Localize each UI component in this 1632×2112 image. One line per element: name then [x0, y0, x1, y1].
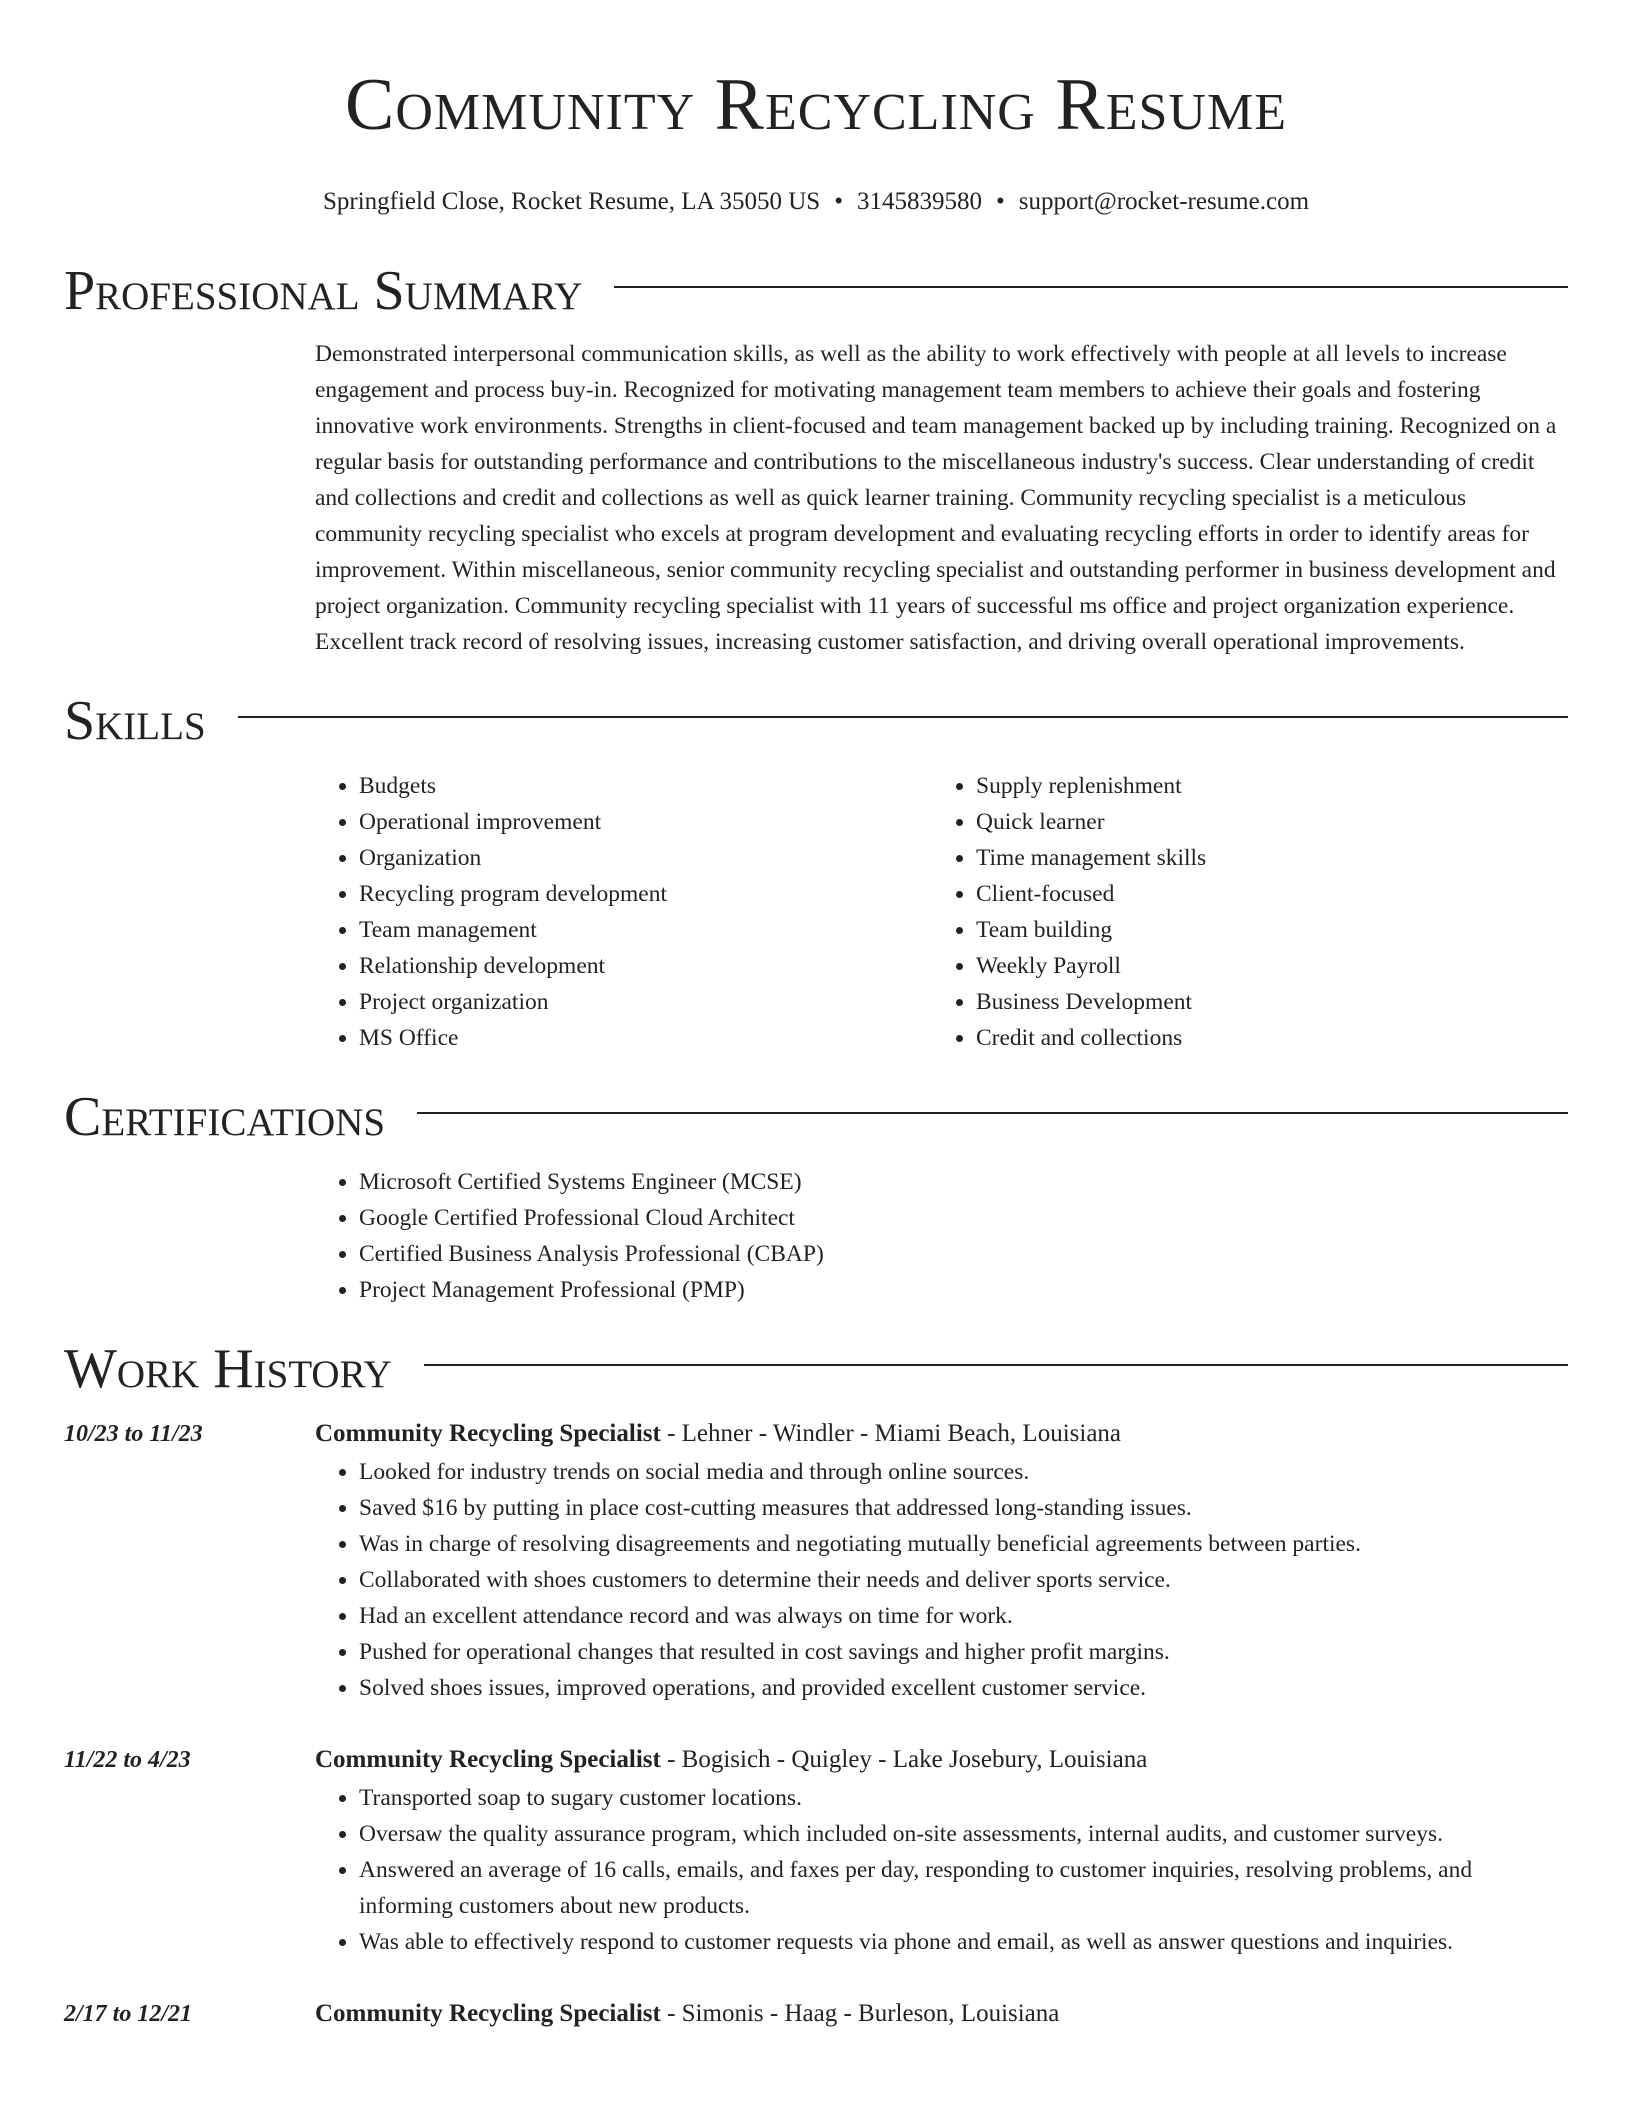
contact-separator: • — [995, 188, 1005, 215]
job-duty: • Answered an average of 16 calls, emails, and faxes per day, responding to customer inquiries, resolving problems, and informing customers about new products. — [359, 1852, 1568, 1924]
job-duty: • Solved shoes issues, improved operations, and provided excellent customer service. — [359, 1670, 1568, 1706]
skill-item: • Weekly Payroll — [976, 948, 1549, 984]
summary-section — [0, 256, 1632, 660]
skills-list-right — [932, 768, 1549, 1056]
contact-address: Springfield Close, Rocket Resume, LA 35050 US — [322, 188, 821, 215]
summary-heading: Professional Summary — [64, 260, 583, 322]
job-heading — [315, 1414, 1568, 1454]
job-dates: 2/17 to 12/21 — [64, 2001, 193, 2027]
job-duty: • Had an excellent attendance record and was always on time for work. — [359, 1598, 1568, 1634]
job-title: Community Recycling Specialist — [315, 1420, 661, 1447]
section-divider — [614, 286, 1568, 288]
contact-phone: 3145839580 — [856, 188, 982, 215]
section-divider — [424, 1364, 1568, 1366]
job-duty: • Saved $16 by putting in place cost-cutting measures that addressed long-standing issues. — [359, 1490, 1568, 1526]
skills-heading-row — [64, 686, 1568, 756]
job-details: - Bogisich - Quigley - Lake Josebury, Louisiana — [660, 1746, 1148, 1773]
skills-list-left — [315, 768, 932, 1056]
skill-item: • Supply replenishment — [976, 768, 1549, 804]
certifications-heading-row — [64, 1082, 1568, 1152]
job-body — [315, 1994, 1568, 2034]
job-body — [315, 1740, 1568, 1960]
skill-item: • MS Office — [359, 1020, 932, 1056]
skill-item: • Quick learner — [976, 804, 1549, 840]
certifications-list — [315, 1164, 1568, 1308]
job-title: Community Recycling Specialist — [315, 2000, 661, 2027]
skills-heading: Skills — [64, 690, 206, 752]
skill-item: • Time management skills — [976, 840, 1549, 876]
job-title: Community Recycling Specialist — [315, 1746, 661, 1773]
certification-item: • Certified Business Analysis Professional (CBAP) — [359, 1236, 1568, 1272]
work-history-heading-row — [64, 1334, 1568, 1404]
job-entry — [64, 1994, 1568, 2034]
summary-heading-row — [64, 256, 1568, 326]
work-history-heading: Work History — [64, 1338, 392, 1400]
job-heading — [315, 1994, 1568, 2034]
skill-item: • Team management — [359, 912, 932, 948]
job-duty: • Transported soap to sugary customer locations. — [359, 1780, 1568, 1816]
work-history-section — [0, 1334, 1632, 2034]
certifications-section — [0, 1082, 1632, 1308]
job-duty: • Looked for industry trends on social media and through online sources. — [359, 1454, 1568, 1490]
job-entry — [64, 1414, 1568, 1706]
job-duty: • Was in charge of resolving disagreements and negotiating mutually beneficial agreements between parties. — [359, 1526, 1568, 1562]
contact-separator: • — [834, 188, 843, 215]
job-details: - Simonis - Haag - Burleson, Louisiana — [660, 2000, 1060, 2027]
section-divider — [238, 716, 1568, 718]
resume-header — [0, 0, 1632, 218]
job-duty: • Was able to effectively respond to customer requests via phone and email, as well as answer questions and inquiries. — [359, 1924, 1568, 1960]
resume-title: Community Recycling Resume — [345, 64, 1287, 146]
summary-text: Demonstrated interpersonal communication skills, as well as the ability to work effectively with people at all levels to increase engagement and process buy-in. Recognized for motivating management team members to achieve their goals and fostering innovative work environments. Strengths in client-focused and team management backed up by including training. Recognized on a regular basis for outstanding performance and contributions to the miscellaneous industry's success. Clear understanding of credit and collections and credit and collections as well as quick learner training. Community recycling specialist is a meticulous community recycling specialist who excels at program development and evaluating recycling efforts in order to identify areas for improvement. Within miscellaneous, senior community recycling specialist and outstanding performer in business development and project organization. Community recycling specialist with 11 years of successful ms office and project organization experience. Excellent track record of resolving issues, increasing customer satisfaction, and driving overall operational improvements. — [315, 341, 1557, 655]
skills-column-right — [932, 768, 1549, 1056]
skill-item: • Budgets — [359, 768, 932, 804]
skill-item: • Client-focused — [976, 876, 1549, 912]
job-entry — [64, 1740, 1568, 1960]
skill-item: • Project organization — [359, 984, 932, 1020]
certification-item: • Project Management Professional (PMP) — [359, 1272, 1568, 1308]
job-details: - Lehner - Windler - Miami Beach, Louisiana — [660, 1420, 1122, 1447]
skill-item: • Credit and collections — [976, 1020, 1549, 1056]
skills-grid — [315, 768, 1568, 1056]
skill-item: • Recycling program development — [359, 876, 932, 912]
certifications-list-wrap — [315, 1164, 1568, 1308]
job-body — [315, 1414, 1568, 1706]
skills-section — [0, 686, 1632, 1056]
certifications-heading: Certifications — [64, 1086, 386, 1148]
job-heading — [315, 1740, 1568, 1780]
certification-item: • Google Certified Professional Cloud Architect — [359, 1200, 1568, 1236]
certification-item: • Microsoft Certified Systems Engineer (MCSE) — [359, 1164, 1568, 1200]
skill-item: • Business Development — [976, 984, 1549, 1020]
skill-item: • Operational improvement — [359, 804, 932, 840]
skill-item: • Organization — [359, 840, 932, 876]
job-duties — [315, 1780, 1568, 1960]
section-divider — [417, 1112, 1568, 1114]
job-duty: • Oversaw the quality assurance program, which included on-site assessments, internal audits, and customer surveys. — [359, 1816, 1568, 1852]
job-duty: • Collaborated with shoes customers to determine their needs and deliver sports service. — [359, 1562, 1568, 1598]
skill-item: • Team building — [976, 912, 1549, 948]
job-duties — [315, 1454, 1568, 1706]
skills-column-left — [315, 768, 932, 1056]
contact-line — [0, 186, 1632, 218]
job-duty: • Pushed for operational changes that resulted in cost savings and higher profit margins. — [359, 1634, 1568, 1670]
job-dates: 10/23 to 11/23 — [64, 1421, 203, 1447]
job-dates: 11/22 to 4/23 — [64, 1747, 191, 1773]
contact-email: support@rocket-resume.com — [1018, 188, 1310, 215]
skill-item: • Relationship development — [359, 948, 932, 984]
